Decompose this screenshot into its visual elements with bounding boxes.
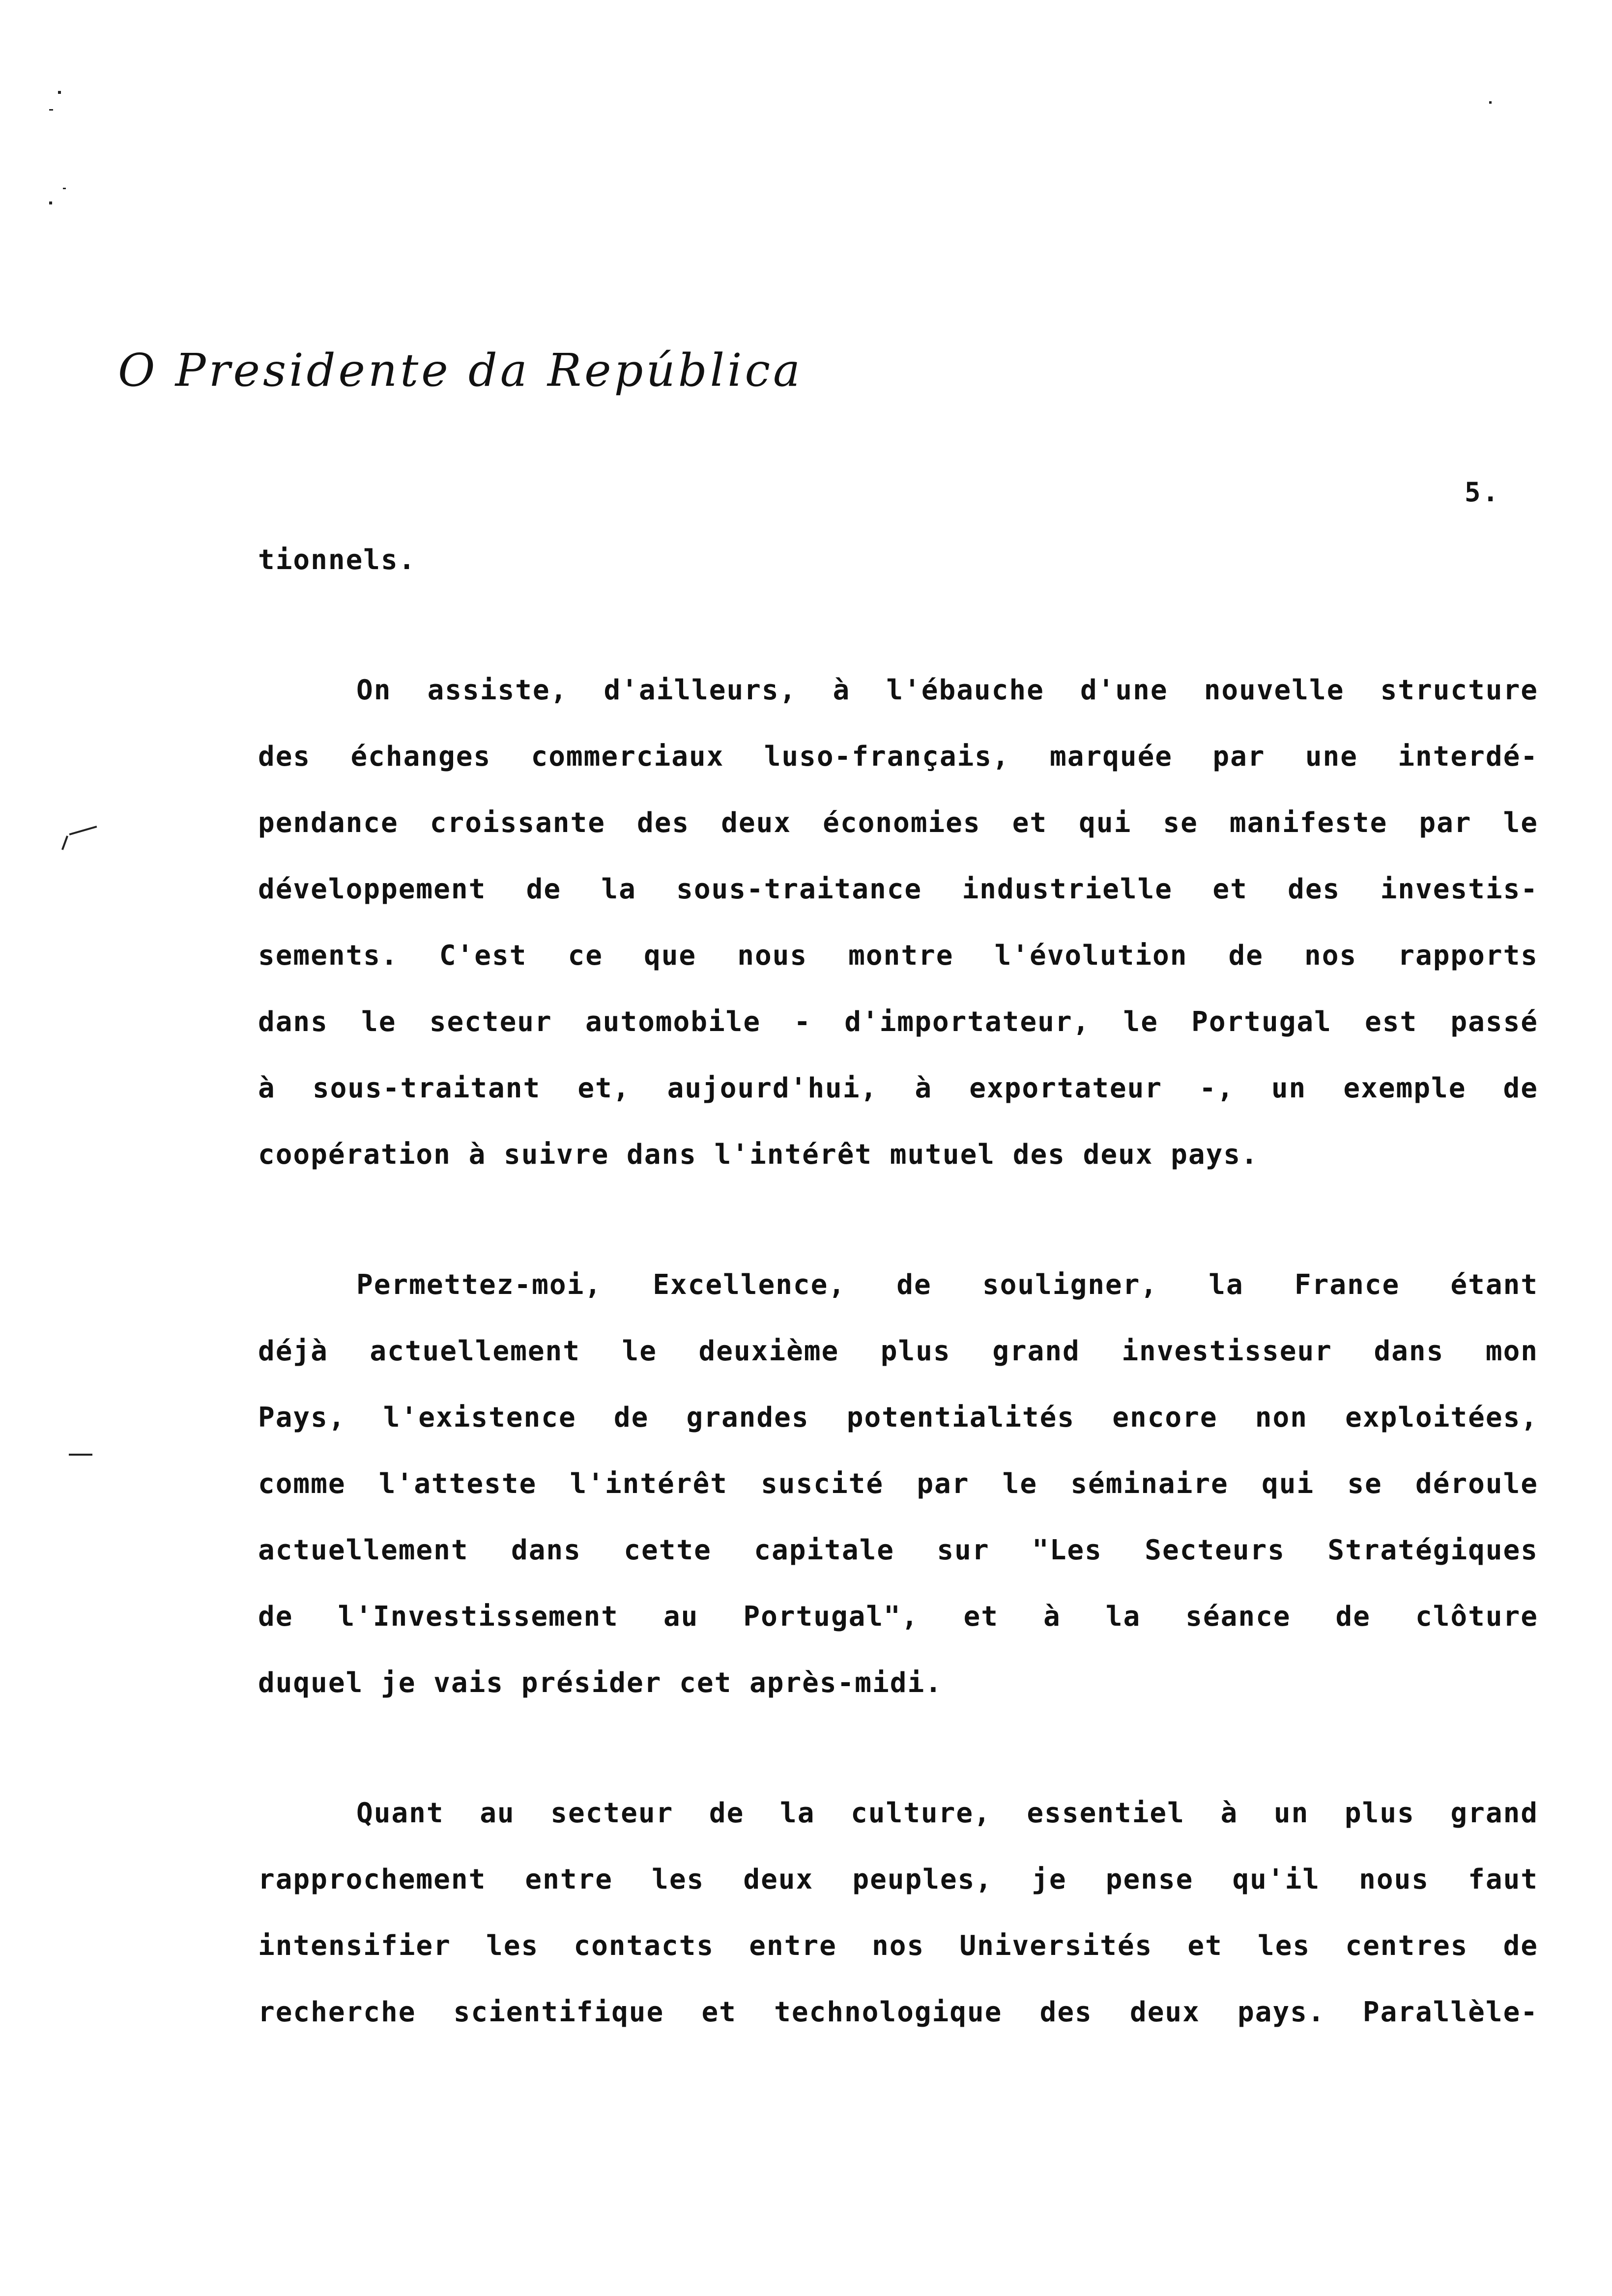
margin-mark [61, 835, 68, 850]
text-line: pendance croissante des deux économies et qui se manifeste par le [258, 807, 1538, 839]
text-line: des échanges commerciaux luso-français, marquée par une interdé- [258, 741, 1538, 773]
page-number: 5. [1465, 477, 1501, 508]
text-line: coopération à suivre dans l'intérêt mutuel des deux pays. [258, 1139, 1259, 1171]
text-line: de l'Investissement au Portugal", et à la séance de clôture [258, 1601, 1538, 1633]
text-line: déjà actuellement le deuxième plus grand investisseur dans mon [258, 1335, 1538, 1367]
text-line: à sous-traitant et, aujourd'hui, à exportateur -, un exemple de [258, 1072, 1538, 1104]
margin-mark [69, 1454, 92, 1456]
text-line: développement de la sous-traitance industrielle et des investis- [258, 873, 1538, 905]
margin-mark [58, 91, 61, 94]
margin-mark [49, 109, 53, 111]
text-line: Permettez-moi, Excellence, de souligner, la France étant [356, 1269, 1538, 1301]
text-line: Quant au secteur de la culture, essentiel à un plus grand [356, 1797, 1538, 1829]
margin-mark [49, 201, 52, 204]
text-line: On assiste, d'ailleurs, à l'ébauche d'une nouvelle structure [356, 674, 1538, 706]
margin-mark [1489, 101, 1492, 104]
text-line: duquel je vais présider cet après-midi. [258, 1667, 943, 1699]
text-line: rapprochement entre les deux peuples, je pense qu'il nous faut [258, 1864, 1538, 1895]
margin-mark [63, 188, 66, 189]
text-line: comme l'atteste l'intérêt suscité par le séminaire qui se déroule [258, 1468, 1538, 1500]
text-line: recherche scientifique et technologique des deux pays. Parallèle- [258, 1996, 1538, 2028]
text-line: actuellement dans cette capitale sur "Les Secteurs Stratégiques [258, 1534, 1538, 1566]
text-line: tionnels. [258, 544, 416, 576]
text-line: sements. C'est ce que nous montre l'évolution de nos rapports [258, 940, 1538, 972]
text-line: dans le secteur automobile - d'importateur, le Portugal est passé [258, 1006, 1538, 1038]
margin-mark [69, 826, 97, 835]
text-line: Pays, l'existence de grandes potentialités encore non exploitées, [258, 1402, 1538, 1434]
letterhead: O Presidente da República [118, 344, 803, 397]
text-line: intensifier les contacts entre nos Universités et les centres de [258, 1930, 1538, 1962]
